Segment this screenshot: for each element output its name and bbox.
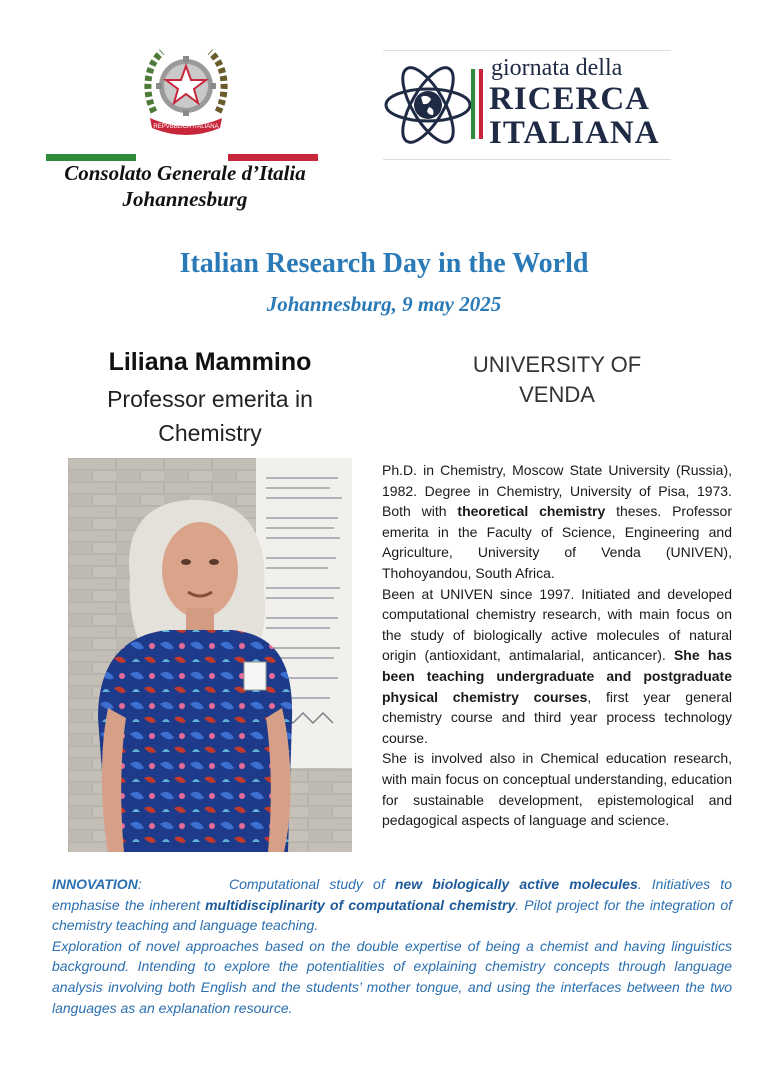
- biography: [382, 460, 732, 831]
- bio-text: Ph.D. in Chemistry, Moscow State University (Russia), 1982. Degree in Chemistry, University of Pisa, 1973. Both with: [382, 462, 732, 520]
- consulate-name: [40, 160, 330, 212]
- atom-globe-icon: [383, 57, 473, 153]
- innovation-text: Computational study of: [229, 876, 395, 892]
- logo-small-text: giornata della: [491, 55, 623, 81]
- person-name: Liliana Mammino: [108, 348, 312, 376]
- logo-ricerca: RICERCA: [489, 81, 651, 117]
- innovation-text: . Pilot project for the integration of chemistry teaching and language teaching.: [52, 896, 732, 934]
- innovation-label: [52, 874, 229, 895]
- bio-bold-text: She has been teaching undergraduate and postgraduate physical chemistry courses: [382, 647, 732, 705]
- consulate-line-2: Johannesburg: [122, 187, 248, 211]
- page-title: Italian Research Day in the World: [179, 248, 589, 279]
- university-line-1: UNIVERSITY OF: [472, 352, 642, 377]
- bio-paragraph-1: [382, 460, 732, 584]
- innovation-section: [52, 874, 732, 1018]
- innovation-colon: :: [137, 876, 142, 892]
- innovation-label-text: INNOVATION: [52, 876, 138, 892]
- portrait-photo: [68, 458, 352, 852]
- university-line-2: VENDA: [519, 382, 595, 407]
- innovation-text: . Initiatives to emphasise the inherent: [52, 876, 732, 913]
- bio-paragraph-2: [382, 584, 732, 749]
- emblem-ribbon-text: REPVBBLICA ITALIANA: [153, 124, 219, 130]
- innovation-paragraph-2: Exploration of novel approaches based on the double expertise of being a chemist and having linguistics background. Intending to explore the potentialities of explaining chemistry concepts through language analysis involving both English and the students’ mother tongue, and using the interfaces between the two languages as an explanation resource.: [52, 937, 732, 1016]
- bio-text: Been at UNIVEN since 1997. Initiated and developed computational chemistry research, with main focus on the study of biologically active molecules of natural origin (antioxidant, antimalarial, anticancer).: [382, 585, 732, 664]
- person-role: [80, 382, 340, 450]
- role-line-1: Professor emerita in: [107, 386, 313, 412]
- role-line-2: Chemistry: [158, 420, 262, 446]
- italian-republic-emblem: [140, 42, 232, 138]
- bio-paragraph-3: She is involved also in Chemical education research, with main focus on conceptual understanding, education for sustainable development, epistemological and pedagogical aspects of language and science.: [382, 750, 732, 829]
- page-subtitle: Johannesburg, 9 may 2025: [266, 292, 502, 316]
- bio-text: , first year general chemistry course and third year process technology course.: [382, 688, 732, 746]
- bio-text: theses. Professor emerita in the Faculty of Science, Engineering and Agriculture, University of Venda (UNIVEN), Thohoyandou, South Africa.: [382, 503, 732, 581]
- innovation-bold-text: multidisciplinarity of computational chemistry: [205, 896, 516, 913]
- innovation-bold-text: new biologically active molecules: [394, 876, 638, 892]
- university-name: [437, 350, 677, 410]
- research-day-logo: [383, 50, 671, 160]
- bio-bold-text: theoretical chemistry: [457, 503, 606, 520]
- consulate-line-1: Consolato Generale d’Italia: [64, 161, 306, 185]
- logo-flag-stripes: [471, 69, 483, 139]
- logo-italiana: ITALIANA: [489, 115, 660, 151]
- innovation-paragraph-1: [52, 874, 732, 936]
